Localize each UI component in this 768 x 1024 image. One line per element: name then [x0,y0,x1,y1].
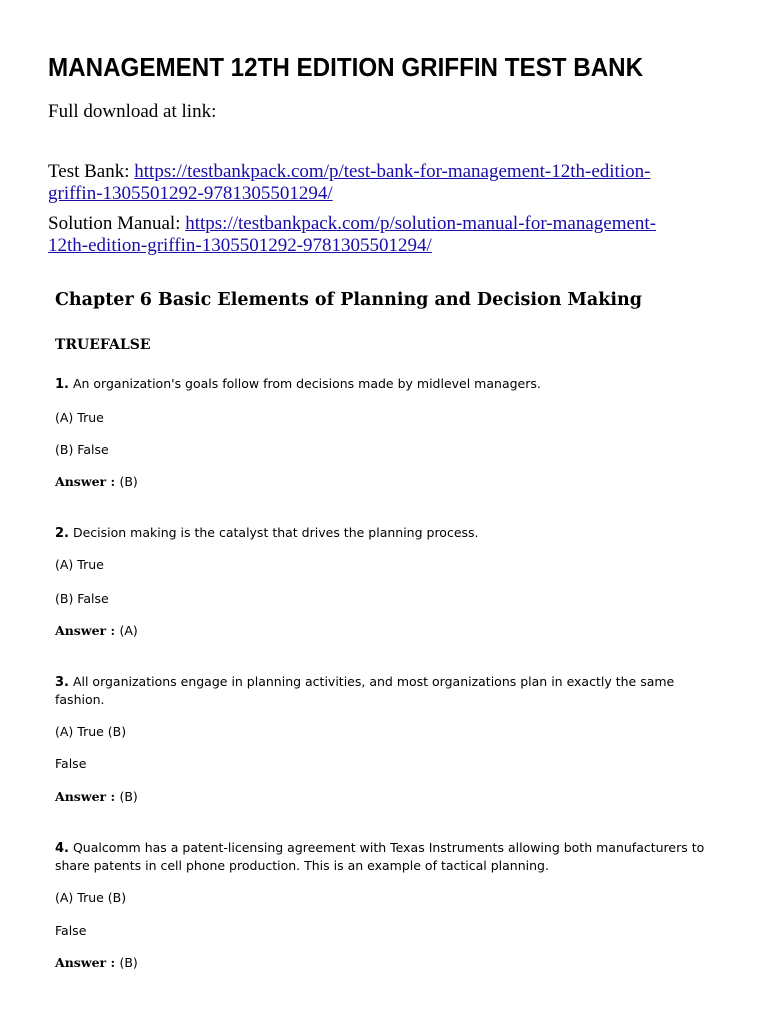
question-3 [55,673,715,708]
question-4 [55,839,715,874]
answer-label: Answer : [55,623,120,638]
solution-manual-line [48,213,728,257]
question-number: 3. [55,675,69,690]
option-b: (B) False [55,591,109,606]
test-bank-link-line2[interactable]: griffin-1305501292-9781305501294/ [48,183,333,204]
option-a: (A) True (B) [55,724,127,739]
option-b: False [55,756,87,771]
question-1 [55,375,715,393]
full-download-text: Full download at link: [48,101,217,122]
option-b: (B) False [55,442,109,457]
document-title: MANAGEMENT 12TH EDITION GRIFFIN TEST BANK [48,52,644,82]
answer-line [55,622,715,639]
test-bank-line [48,161,728,205]
question-number: 1. [55,377,69,392]
solution-link-line1[interactable]: https://testbankpack.com/p/solution-manual-for-management- [185,213,657,234]
section-heading: TRUEFALSE [55,337,151,353]
question-number: 2. [55,526,69,541]
test-bank-link-line1[interactable]: https://testbankpack.com/p/test-bank-for-management-12th-edition- [134,161,651,182]
question-2 [55,524,715,542]
question-text: Decision making is the catalyst that drives the planning process. [68,525,479,540]
option-a: (A) True [55,410,104,425]
option-a: (A) True (B) [55,890,127,905]
answer-label: Answer : [55,474,120,489]
answer-line [55,788,715,805]
answer-line [55,473,715,490]
test-bank-label: Test Bank: [48,161,135,182]
question-number: 4. [55,841,69,856]
test-bank-link[interactable] [48,161,650,204]
chapter-title: Chapter 6 Basic Elements of Planning and Decision Making [55,290,642,310]
option-a: (A) True [55,557,104,572]
solution-link-line2[interactable]: 12th-edition-griffin-1305501292-9781305501294/ [48,235,432,256]
question-text: Qualcomm has a patent-licensing agreement with Texas Instruments allowing both manufacturers to share patents in cell phone production. This is an example of tactical planning. [55,840,705,873]
question-text: An organization's goals follow from decisions made by midlevel managers. [68,376,541,391]
answer-value: (B) [119,955,138,970]
question-text: All organizations engage in planning activities, and most organizations plan in exactly the same fashion. [55,674,675,707]
answer-label: Answer : [55,789,120,804]
answer-value: (A) [119,623,138,638]
answer-line [55,954,715,971]
solution-manual-label: Solution Manual: [48,213,186,234]
answer-value: (B) [119,789,138,804]
answer-label: Answer : [55,955,120,970]
answer-value: (B) [119,474,138,489]
option-b: False [55,923,87,938]
